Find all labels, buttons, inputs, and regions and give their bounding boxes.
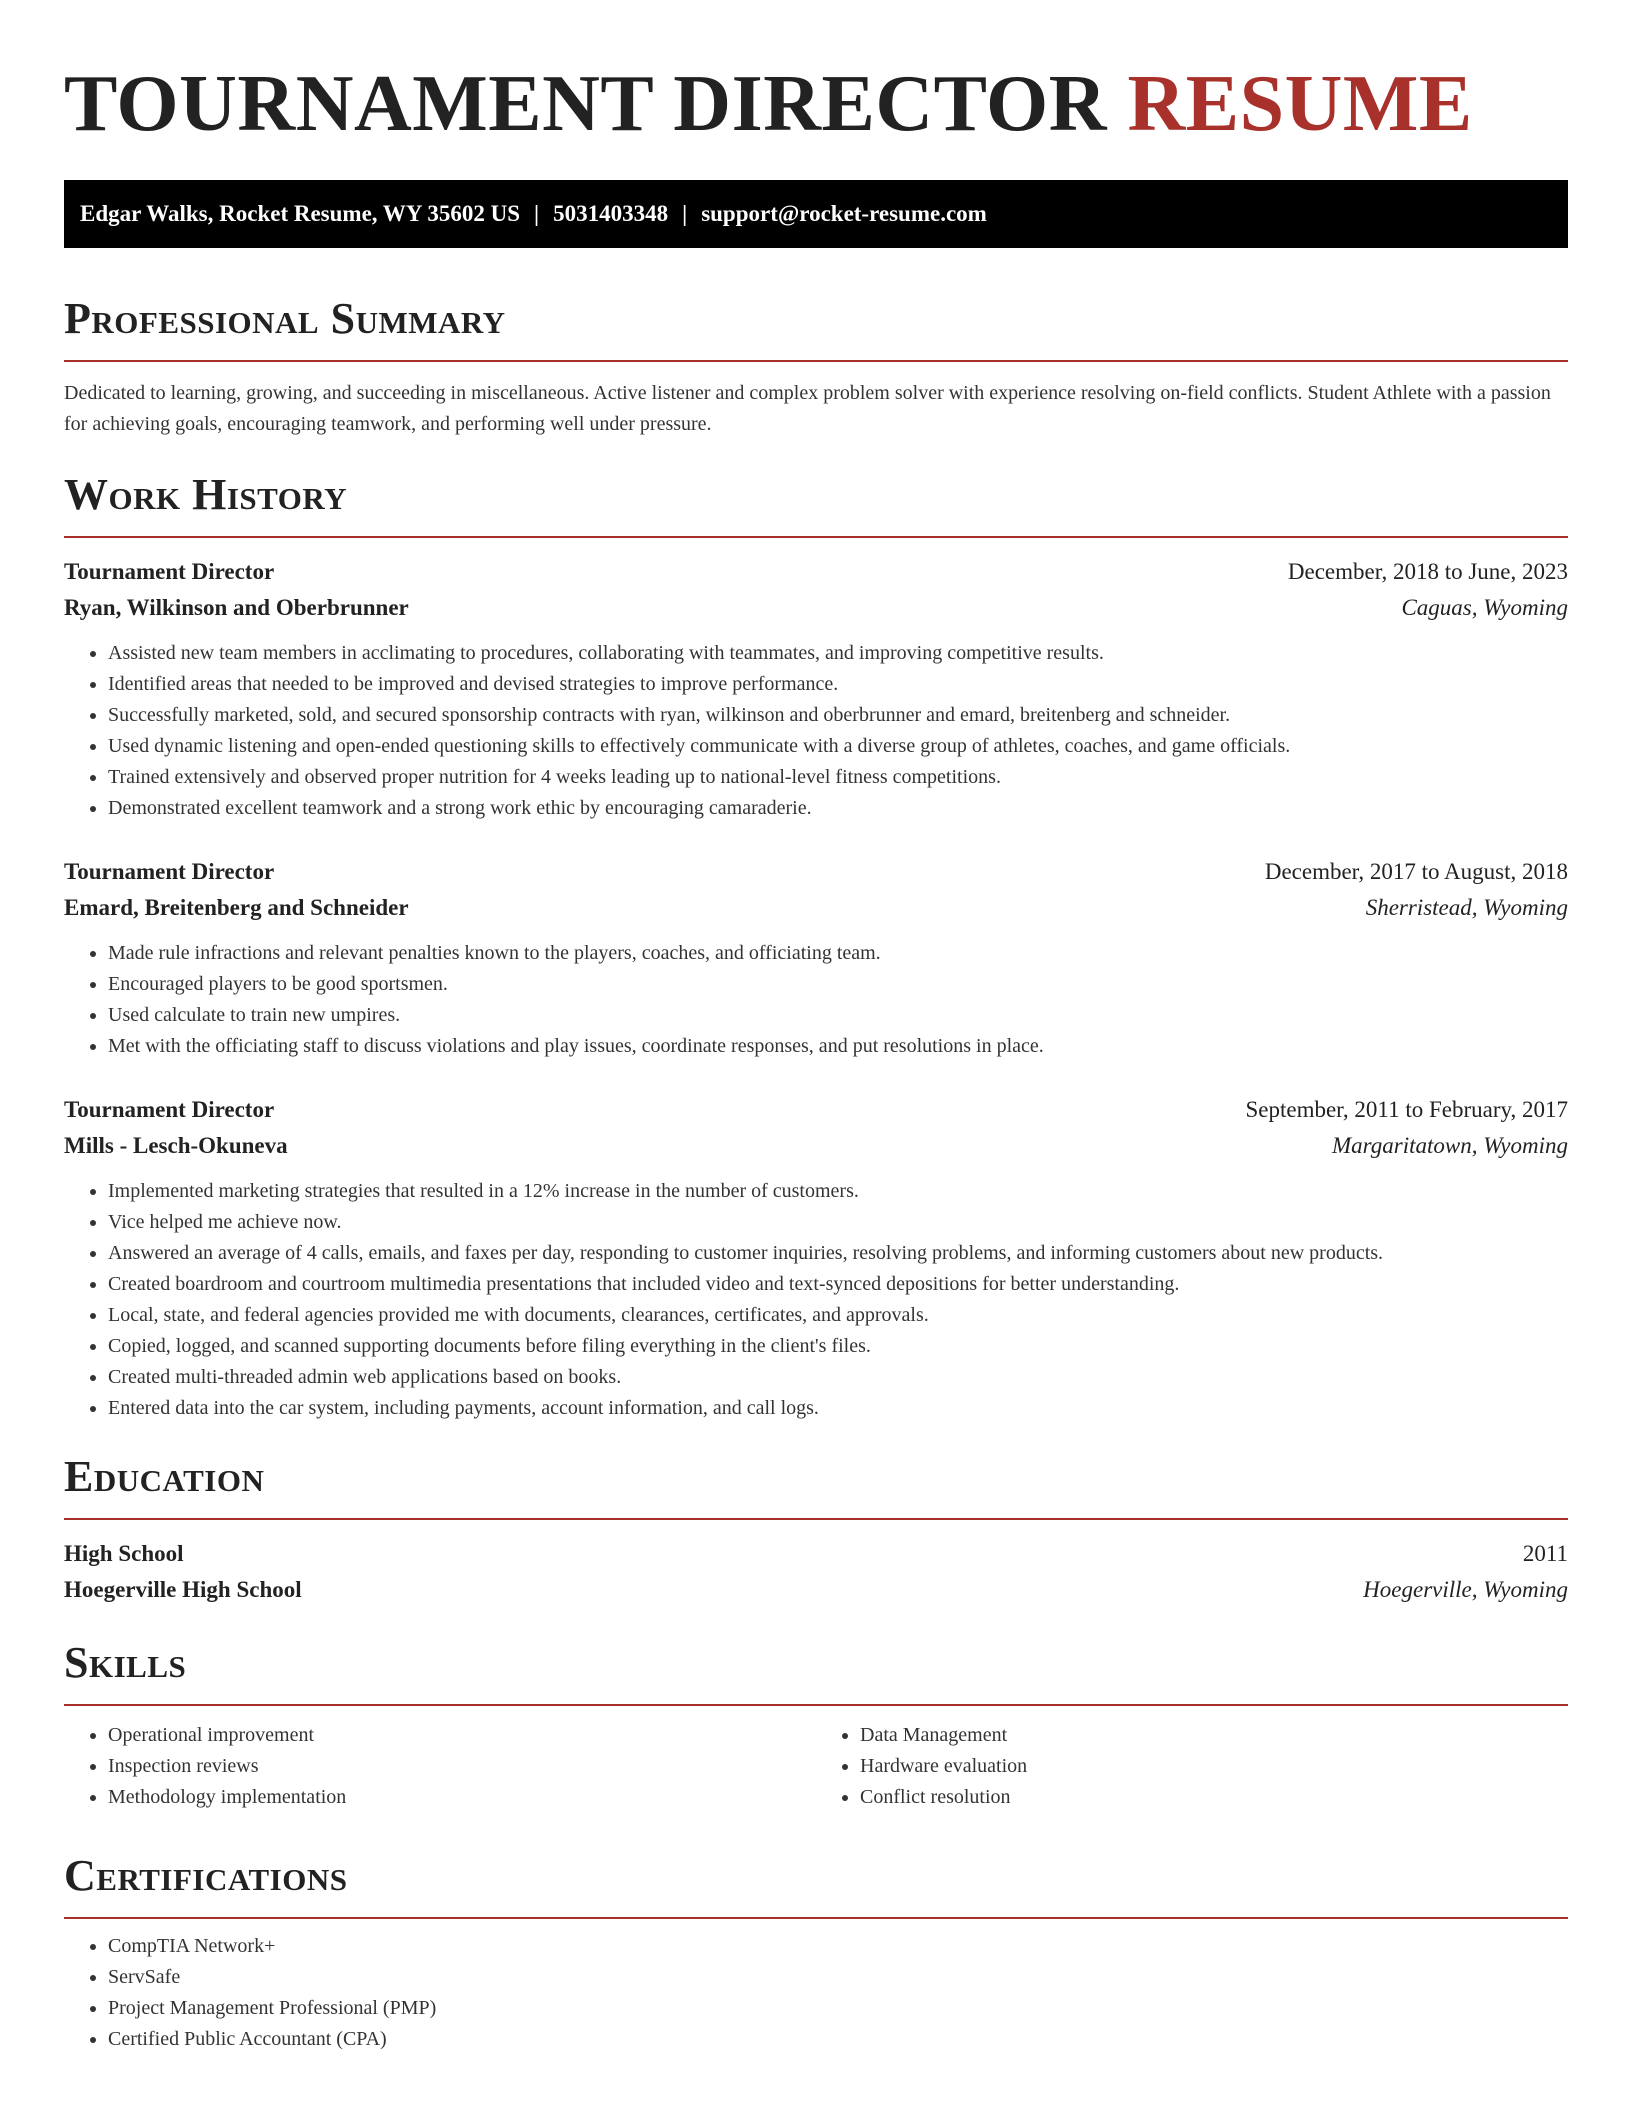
job-bullet: • Encouraged players to be good sportsmen. <box>108 969 1568 1000</box>
contact-email: support@rocket-resume.com <box>701 201 987 226</box>
job-entry <box>64 1092 1568 1424</box>
section-heading-certifications: Certifications <box>64 1849 1568 1919</box>
job-bullet: • Used dynamic listening and open-ended questioning skills to effectively communicate with a diverse group of athletes, coaches, and game officials. <box>108 731 1568 762</box>
skill-item: • Operational improvement <box>108 1720 816 1751</box>
job-location: Sherristead, Wyoming <box>1365 895 1568 920</box>
job-bullet: • Identified areas that needed to be improved and devised strategies to improve performance. <box>108 669 1568 700</box>
job-bullet: • Trained extensively and observed proper nutrition for 4 weeks leading up to national-level fitness competitions. <box>108 762 1568 793</box>
title-main: TOURNAMENT DIRECTOR <box>64 60 1108 148</box>
job-bullets <box>64 638 1568 824</box>
job-bullet: • Vice helped me achieve now. <box>108 1207 1568 1238</box>
summary-section <box>64 292 1568 440</box>
education-school: Hoegerville High School <box>64 1577 302 1602</box>
contact-phone: 5031403348 <box>553 201 669 226</box>
certifications-list <box>64 1931 1568 2055</box>
certification-item: • Project Management Professional (PMP) <box>108 1993 1568 2024</box>
job-title-row <box>64 1092 1568 1128</box>
job-bullets <box>64 938 1568 1062</box>
job-title: Tournament Director <box>64 1097 275 1122</box>
skill-item: • Conflict resolution <box>860 1782 1568 1813</box>
education-degree: High School <box>64 1541 184 1566</box>
skill-item: • Inspection reviews <box>108 1751 816 1782</box>
job-bullet: • Entered data into the car system, including payments, account information, and call logs. <box>108 1393 1568 1424</box>
section-heading-skills: Skills <box>64 1636 1568 1706</box>
job-dates: December, 2018 to June, 2023 <box>1287 559 1568 584</box>
title-accent: RESUME <box>1127 60 1473 148</box>
skill-item: • Data Management <box>860 1720 1568 1751</box>
job-bullets <box>64 1176 1568 1424</box>
job-bullet: • Created boardroom and courtroom multimedia presentations that included video and text-synced depositions for better understanding. <box>108 1269 1568 1300</box>
contact-address: Edgar Walks, Rocket Resume, WY 35602 US <box>80 201 521 226</box>
section-heading-summary: Professional Summary <box>64 292 1568 362</box>
job-dates: September, 2011 to February, 2017 <box>1245 1097 1568 1122</box>
education-school-row <box>64 1572 1568 1608</box>
job-bullet: • Local, state, and federal agencies provided me with documents, clearances, certificates, and approvals. <box>108 1300 1568 1331</box>
job-title: Tournament Director <box>64 859 275 884</box>
job-bullet: • Used calculate to train new umpires. <box>108 1000 1568 1031</box>
education-section <box>64 1450 1568 1608</box>
job-bullet: • Answered an average of 4 calls, emails, and faxes per day, responding to customer inquiries, resolving problems, and informing customers about new products. <box>108 1238 1568 1269</box>
job-entry <box>64 554 1568 824</box>
job-bullet: • Demonstrated excellent teamwork and a strong work ethic by encouraging camaraderie. <box>108 793 1568 824</box>
job-company-row <box>64 1128 1568 1164</box>
job-title-row <box>64 554 1568 590</box>
work-history-section <box>64 468 1568 1424</box>
job-bullet: • Created multi-threaded admin web applications based on books. <box>108 1362 1568 1393</box>
education-degree-row <box>64 1536 1568 1572</box>
job-bullet: • Met with the officiating staff to discuss violations and play issues, coordinate responses, and put resolutions in place. <box>108 1031 1568 1062</box>
certification-item: • CompTIA Network+ <box>108 1931 1568 1962</box>
contact-separator: | <box>682 201 688 226</box>
job-bullet: • Copied, logged, and scanned supporting documents before filing everything in the client's files. <box>108 1331 1568 1362</box>
document-title <box>64 0 1568 152</box>
job-entry <box>64 854 1568 1062</box>
certification-item: • Certified Public Accountant (CPA) <box>108 2024 1568 2055</box>
certification-item: • ServSafe <box>108 1962 1568 1993</box>
job-company: Emard, Breitenberg and Schneider <box>64 895 409 920</box>
job-title-row <box>64 854 1568 890</box>
education-entry <box>64 1536 1568 1608</box>
job-bullet: • Implemented marketing strategies that resulted in a 12% increase in the number of customers. <box>108 1176 1568 1207</box>
section-heading-education: Education <box>64 1450 1568 1520</box>
summary-text: Dedicated to learning, growing, and succeeding in miscellaneous. Active listener and complex problem solver with experience resolving on-field conflicts. Student Athlete with a passion for achieving goals, encouraging teamwork, and performing well under pressure. <box>64 382 1551 435</box>
job-title: Tournament Director <box>64 559 275 584</box>
education-location: Hoegerville, Wyoming <box>1363 1577 1568 1602</box>
job-bullet: • Successfully marketed, sold, and secured sponsorship contracts with ryan, wilkinson and oberbrunner and emard, breitenberg and schneider. <box>108 700 1568 731</box>
skill-item: • Methodology implementation <box>108 1782 816 1813</box>
skill-item: • Hardware evaluation <box>860 1751 1568 1782</box>
contact-bar <box>64 180 1568 248</box>
education-year: 2011 <box>1522 1541 1568 1566</box>
skills-list-right <box>816 1720 1568 1813</box>
job-bullet: • Assisted new team members in acclimating to procedures, collaborating with teammates, and improving competitive results. <box>108 638 1568 669</box>
job-company: Ryan, Wilkinson and Oberbrunner <box>64 595 409 620</box>
job-company-row <box>64 590 1568 626</box>
job-dates: December, 2017 to August, 2018 <box>1264 859 1568 884</box>
skills-list-left <box>64 1720 816 1813</box>
certifications-section <box>64 1849 1568 2055</box>
job-bullet: • Made rule infractions and relevant penalties known to the players, coaches, and officiating team. <box>108 938 1568 969</box>
section-heading-work: Work History <box>64 468 1568 538</box>
job-location: Margaritatown, Wyoming <box>1332 1133 1568 1158</box>
job-location: Caguas, Wyoming <box>1401 595 1568 620</box>
contact-separator: | <box>534 201 540 226</box>
skills-section <box>64 1636 1568 1813</box>
job-company-row <box>64 890 1568 926</box>
skills-columns <box>64 1706 1568 1813</box>
job-company: Mills - Lesch-Okuneva <box>64 1133 288 1158</box>
